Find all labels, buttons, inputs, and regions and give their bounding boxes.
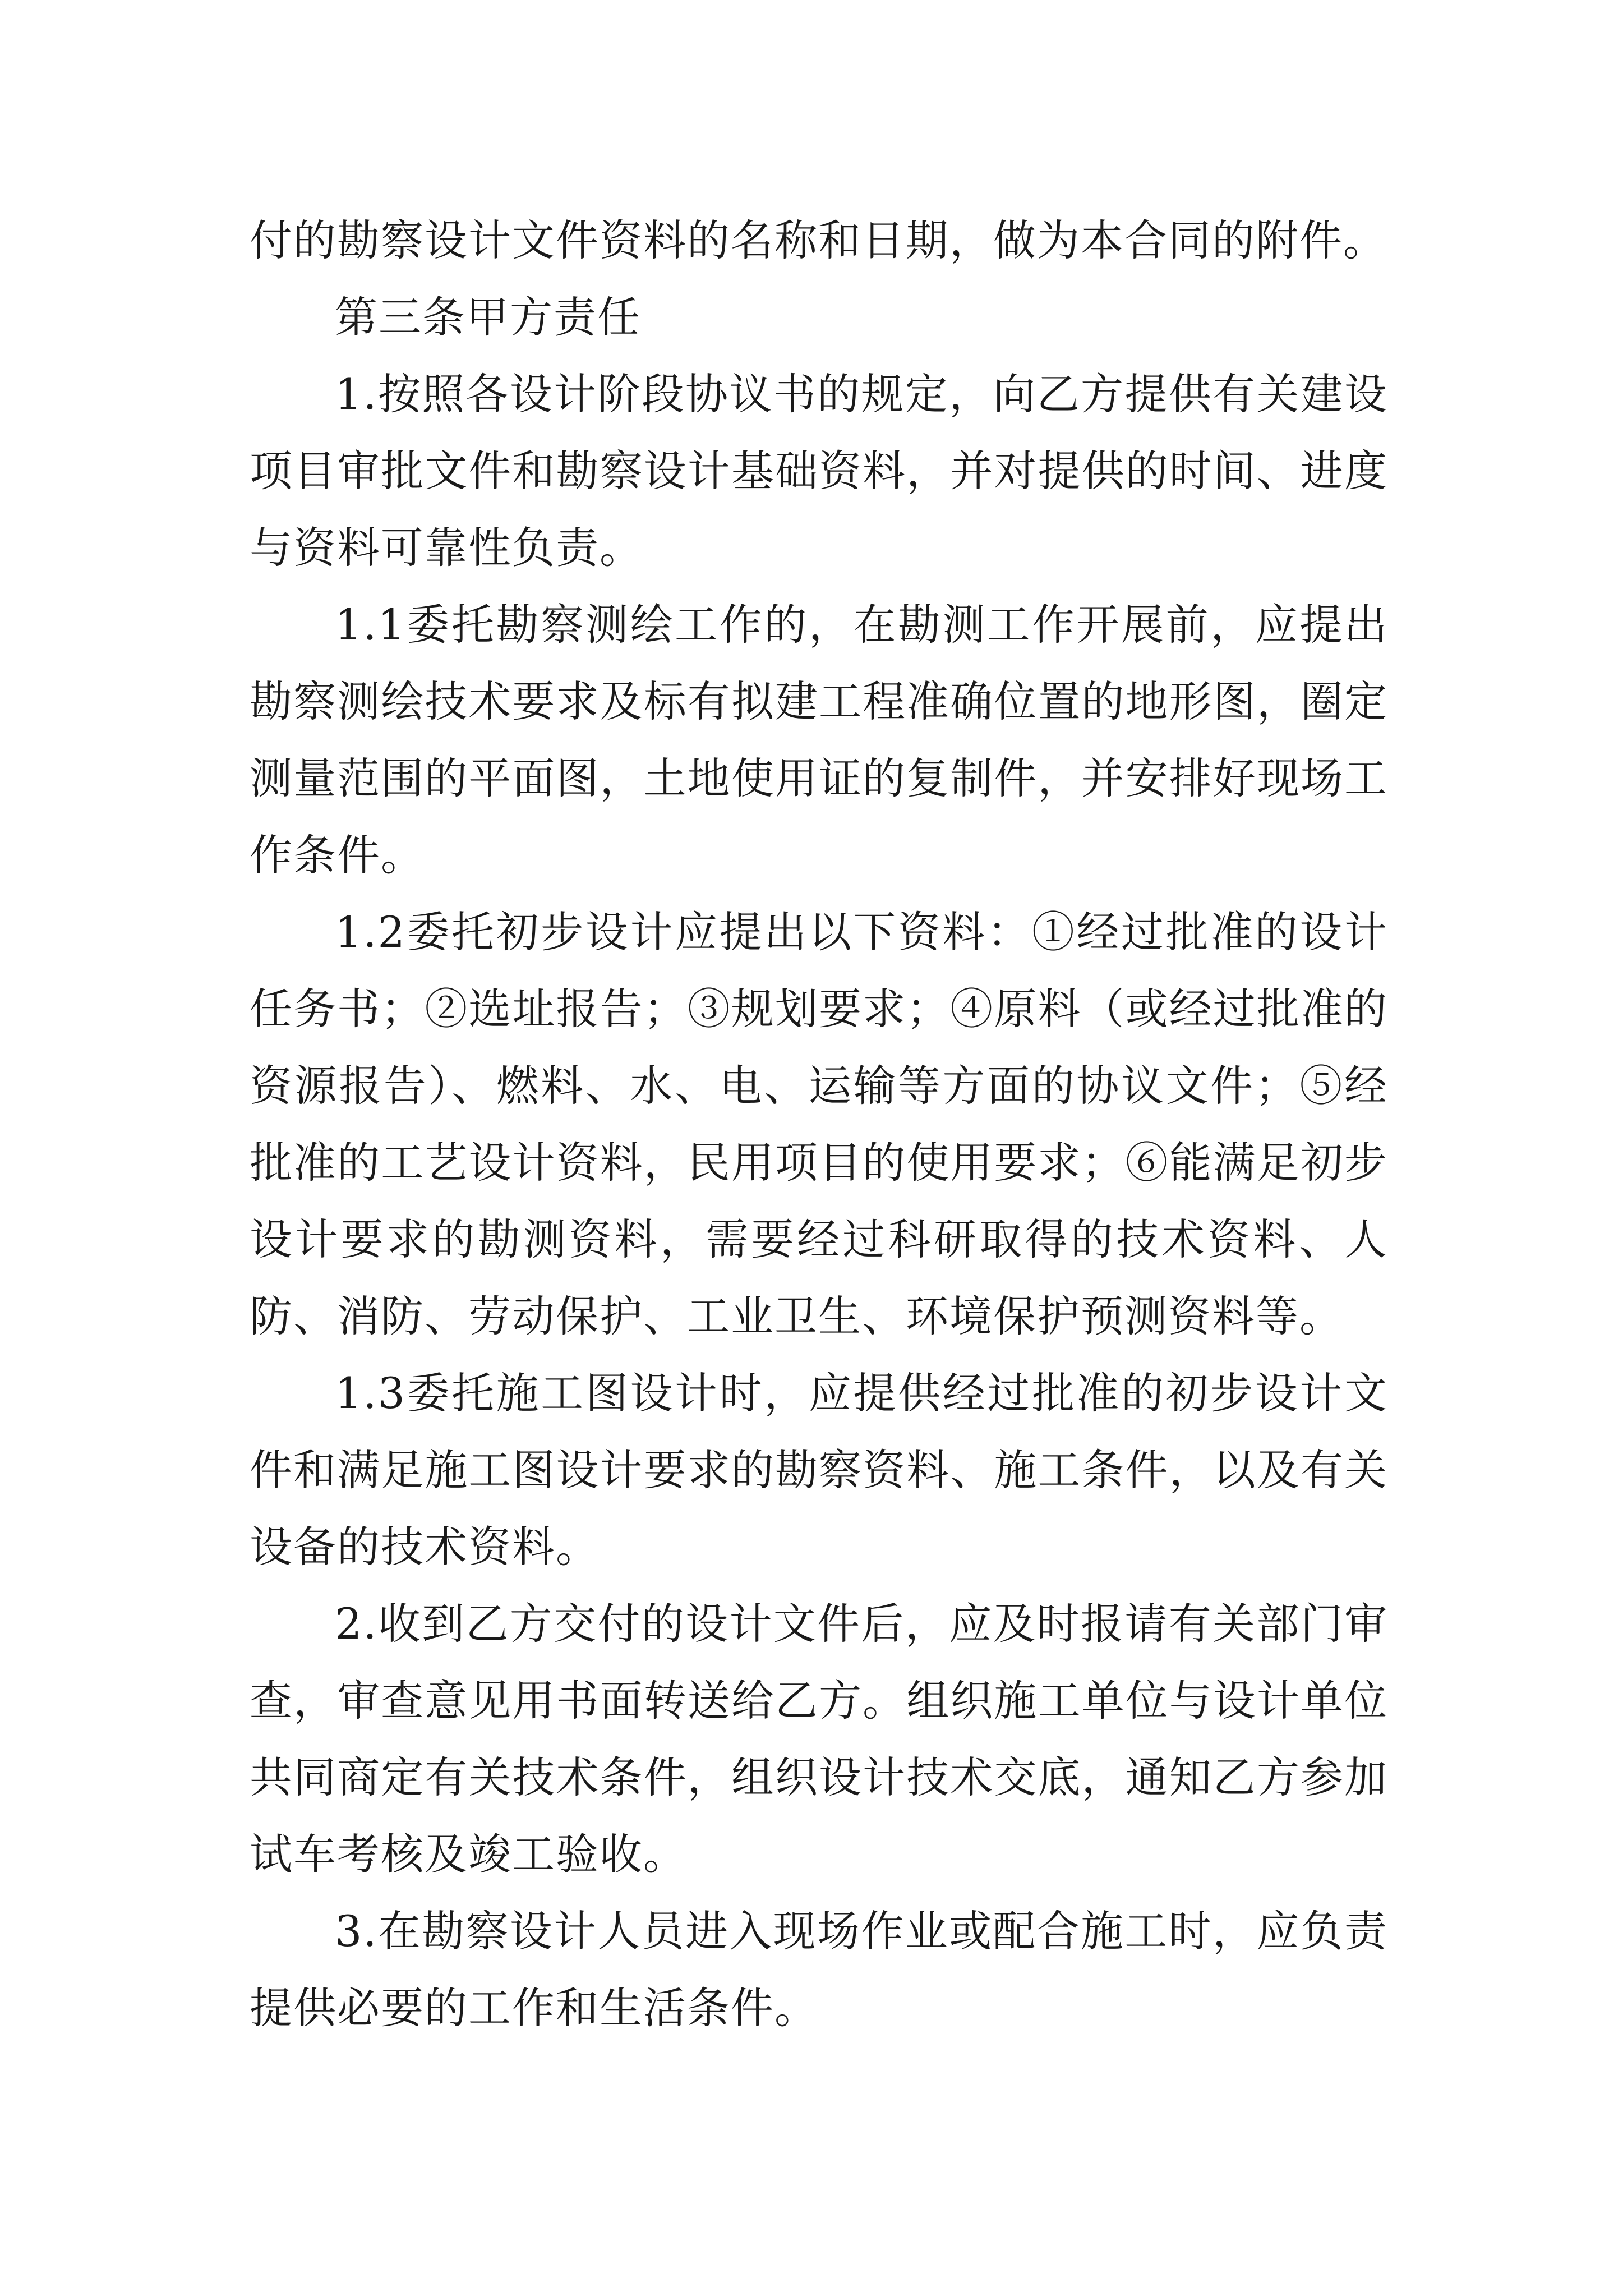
article-heading: 第三条甲方责任 — [335, 292, 641, 342]
paragraph-continuation: 付的勘察设计文件资料的名称和日期，做为本合同的附件。 — [250, 215, 1387, 265]
paragraph-clause-1-1: 1.1委托勘察测绘工作的，在勘测工作开展前，应提出勘察测绘技术要求及标有拟建工程准确位置的地形图，圈定测量范围的平面图，土地使用证的复制件，并安排好现场工作条件。 — [250, 600, 1388, 880]
paragraph-clause-3: 3.在勘察设计人员进入现场作业或配合施工时，应负责提供必要的工作和生活条件。 — [250, 1906, 1388, 2033]
paragraph-clause-1-3: 1.3委托施工图设计时，应提供经过批准的初步设计文件和满足施工图设计要求的勘察资料、施工条件，以及有关设备的技术资料。 — [250, 1368, 1388, 1572]
paragraph-clause-1-2: 1.2委托初步设计应提出以下资料：①经过批准的设计任务书；②选址报告；③规划要求；④原料（或经过批准的资源报告）、燃料、水、电、运输等方面的协议文件；⑤经批准的工艺设计资料，民用项目的使用要求；⑥能满足初步设计要求的勘测资料，需要经过科研取得的技术资料、人防、消防、劳动保护、工业卫生、环境保护预测资料等。 — [250, 907, 1388, 1341]
document-body — [250, 202, 1388, 2046]
paragraph-clause-2: 2.收到乙方交付的设计文件后，应及时报请有关部门审查，审查意见用书面转送给乙方。组织施工单位与设计单位共同商定有关技术条件，组织设计技术交底，通知乙方参加试车考核及竣工验收。 — [250, 1599, 1388, 1879]
paragraph-clause-1: 1.按照各设计阶段协议书的规定，向乙方提供有关建设项目审批文件和勘察设计基础资料，并对提供的时间、进度与资料可靠性负责。 — [250, 369, 1388, 573]
